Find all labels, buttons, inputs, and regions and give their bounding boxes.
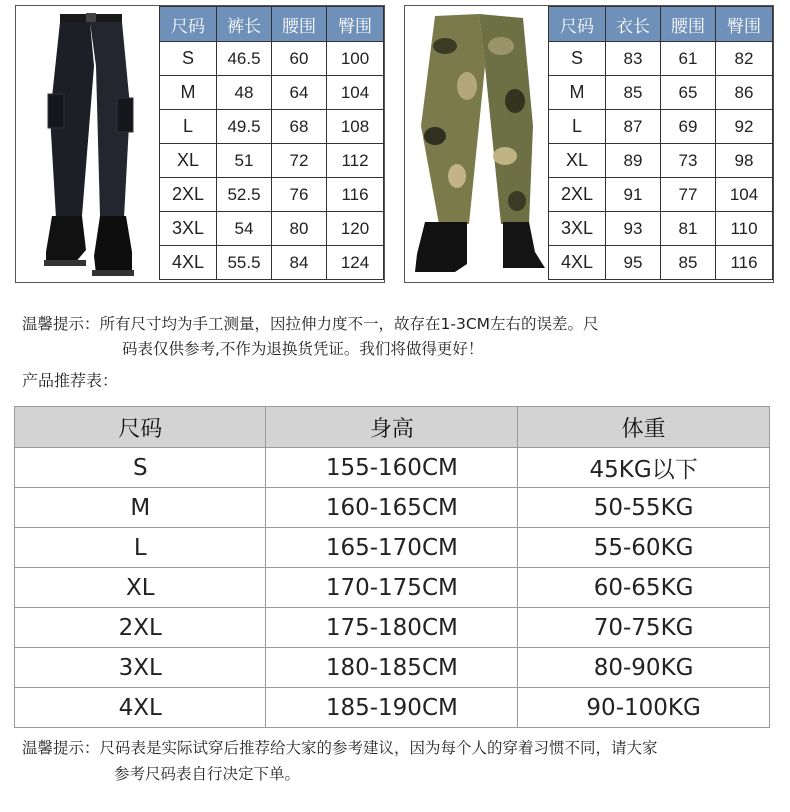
header-weight: 体重 [518,407,770,448]
size-cell: 4XL [160,246,217,280]
length-cell: 85 [606,76,661,110]
table-row [160,76,384,110]
black-pants-panel [15,5,385,283]
size-cell: 2XL [15,608,266,648]
length-cell: 46.5 [217,42,272,76]
table-row [160,246,384,280]
table-row [15,528,770,568]
table-row [15,688,770,728]
waist-cell: 60 [272,42,327,76]
recommend-note-line2: 参考尺码表自行决定下单。 [114,765,301,783]
table-row [160,42,384,76]
size-cell: 3XL [160,212,217,246]
size-cell: L [15,528,266,568]
weight-cell: 45KG以下 [518,448,770,488]
table-row [160,144,384,178]
camo-pants-size-table [548,6,773,280]
hip-cell: 116 [716,246,773,280]
measurement-note [22,312,772,362]
waist-cell: 64 [272,76,327,110]
height-cell: 175-180CM [266,608,518,648]
recommend-title: 产品推荐表： [22,371,119,390]
black-pants-photo [16,6,158,282]
waist-cell: 72 [272,144,327,178]
size-cell: S [160,42,217,76]
black-pants-size-table [159,6,384,280]
hip-cell: 116 [327,178,384,212]
size-cell: XL [15,568,266,608]
size-cell: L [160,110,217,144]
length-cell: 54 [217,212,272,246]
waist-cell: 77 [661,178,716,212]
length-cell: 93 [606,212,661,246]
waist-cell: 76 [272,178,327,212]
size-cell: L [549,110,606,144]
table-row [160,212,384,246]
header-size: 尺码 [15,407,266,448]
table-row [15,648,770,688]
measurement-note-line1: 温馨提示：所有尺寸均为手工测量，因拉伸力度不一，故存在1-3CM左右的误差。尺 [22,315,599,333]
waist-cell: 73 [661,144,716,178]
size-cell: 2XL [160,178,217,212]
size-cell: 3XL [549,212,606,246]
table-row [549,76,773,110]
size-cell: 3XL [15,648,266,688]
size-cell: 2XL [549,178,606,212]
hip-cell: 86 [716,76,773,110]
table-row [15,448,770,488]
weight-cell: 55-60KG [518,528,770,568]
header-length: 衣长 [606,7,661,42]
length-cell: 95 [606,246,661,280]
measurement-note-line2: 码表仅供参考,不作为退换货凭证。我们将做得更好！ [122,340,484,358]
waist-cell: 84 [272,246,327,280]
length-cell: 87 [606,110,661,144]
table-row [15,608,770,648]
table-row [15,488,770,528]
size-cell: XL [549,144,606,178]
table-row [549,212,773,246]
waist-cell: 65 [661,76,716,110]
recommend-table [14,406,770,728]
weight-cell: 90-100KG [518,688,770,728]
size-cell: XL [160,144,217,178]
height-cell: 180-185CM [266,648,518,688]
length-cell: 49.5 [217,110,272,144]
waist-cell: 85 [661,246,716,280]
hip-cell: 110 [716,212,773,246]
height-cell: 160-165CM [266,488,518,528]
header-length: 裤长 [217,7,272,42]
size-table-header-row [549,7,773,42]
waist-cell: 80 [272,212,327,246]
height-cell: 185-190CM [266,688,518,728]
header-hip: 臀围 [327,7,384,42]
recommend-note-line1: 温馨提示：尺码表是实际试穿后推荐给大家的参考建议，因为每个人的穿着习惯不同，请大家 [22,739,658,757]
hip-cell: 82 [716,42,773,76]
length-cell: 83 [606,42,661,76]
camo-pants-panel [404,5,774,283]
length-cell: 48 [217,76,272,110]
table-row [549,42,773,76]
recommend-header-row [15,407,770,448]
table-row [549,110,773,144]
hip-cell: 98 [716,144,773,178]
length-cell: 89 [606,144,661,178]
size-cell: M [549,76,606,110]
length-cell: 55.5 [217,246,272,280]
height-cell: 155-160CM [266,448,518,488]
length-cell: 52.5 [217,178,272,212]
hip-cell: 92 [716,110,773,144]
header-size: 尺码 [160,7,217,42]
waist-cell: 61 [661,42,716,76]
waist-cell: 69 [661,110,716,144]
length-cell: 51 [217,144,272,178]
height-cell: 170-175CM [266,568,518,608]
table-row [549,178,773,212]
recommend-note [22,735,782,787]
table-row [160,178,384,212]
hip-cell: 120 [327,212,384,246]
height-cell: 165-170CM [266,528,518,568]
size-cell: S [15,448,266,488]
size-cell: S [549,42,606,76]
table-row [549,246,773,280]
table-row [549,144,773,178]
weight-cell: 80-90KG [518,648,770,688]
weight-cell: 70-75KG [518,608,770,648]
hip-cell: 104 [327,76,384,110]
length-cell: 91 [606,178,661,212]
header-waist: 腰围 [661,7,716,42]
camo-pants-photo [405,6,547,282]
hip-cell: 124 [327,246,384,280]
header-waist: 腰围 [272,7,327,42]
hip-cell: 100 [327,42,384,76]
weight-cell: 50-55KG [518,488,770,528]
header-hip: 臀围 [716,7,773,42]
size-cell: M [15,488,266,528]
table-row [160,110,384,144]
size-table-header-row [160,7,384,42]
hip-cell: 108 [327,110,384,144]
header-size: 尺码 [549,7,606,42]
waist-cell: 81 [661,212,716,246]
weight-cell: 60-65KG [518,568,770,608]
header-height: 身高 [266,407,518,448]
waist-cell: 68 [272,110,327,144]
size-cell: M [160,76,217,110]
size-cell: 4XL [15,688,266,728]
hip-cell: 104 [716,178,773,212]
table-row [15,568,770,608]
hip-cell: 112 [327,144,384,178]
size-cell: 4XL [549,246,606,280]
